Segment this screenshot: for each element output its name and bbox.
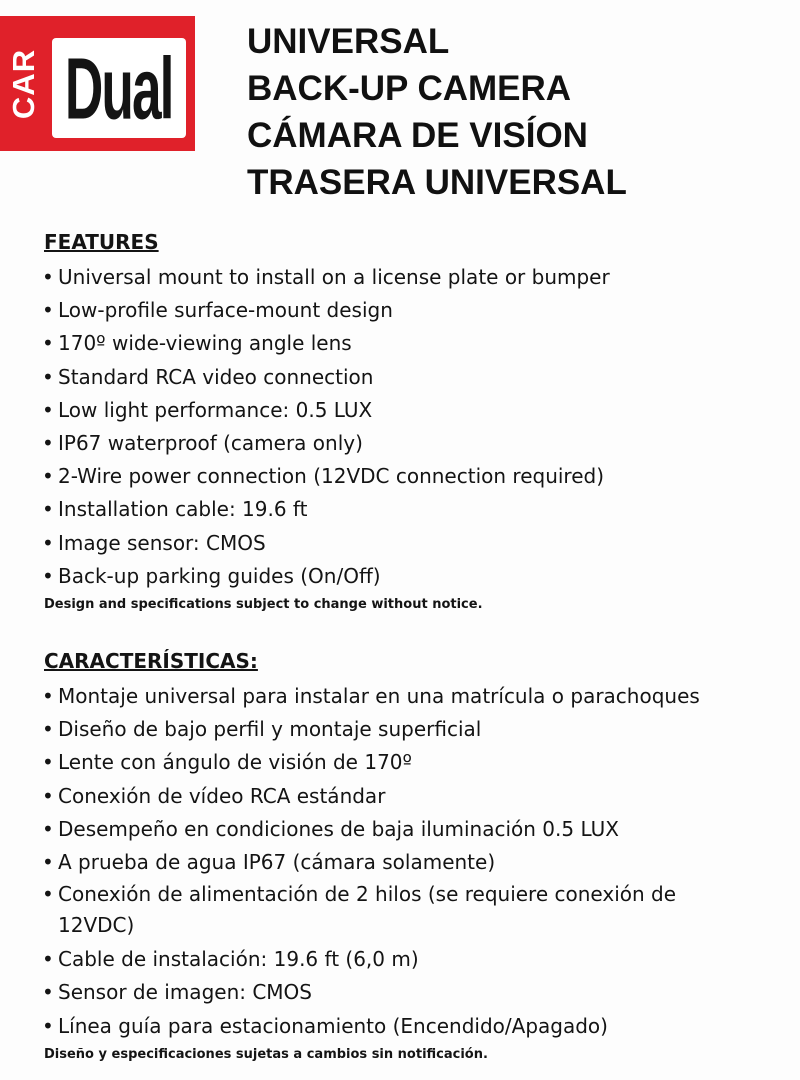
list-item: • Universal mount to install on a license plate or bumper xyxy=(36,261,796,294)
title-es-line-1: CÁMARA DE VISÍON xyxy=(247,116,588,155)
title-es-line-2: TRASERA UNIVERSAL xyxy=(247,163,627,202)
list-item: • A prueba de agua IP67 (cámara solamente) xyxy=(36,846,796,879)
logo-dual-badge xyxy=(52,38,186,138)
features-en-heading: FEATURES xyxy=(44,230,159,254)
features-es-section xyxy=(36,648,796,1062)
title-en-line-2: BACK-UP CAMERA xyxy=(247,69,572,108)
features-es-heading: CARACTERÍSTICAS: xyxy=(44,649,258,673)
list-item: • Low-profile surface-mount design xyxy=(36,294,796,327)
list-item: • Montaje universal para instalar en una matrícula o parachoques xyxy=(36,680,796,713)
list-item: • 2-Wire power connection (12VDC connection required) xyxy=(36,460,796,493)
title-en-line-1: UNIVERSAL xyxy=(247,22,450,61)
list-item: • Diseño de bajo perfil y montaje superficial xyxy=(36,713,796,746)
list-item: • Conexión de alimentación de 2 hilos (se requiere conexión de 12VDC) xyxy=(36,879,758,943)
list-item: • Sensor de imagen: CMOS xyxy=(36,976,796,1009)
logo-dual-text: Dual xyxy=(65,39,173,137)
list-item: • 170º wide-viewing angle lens xyxy=(36,327,796,360)
list-item: • IP67 waterproof (camera only) xyxy=(36,427,796,460)
list-item: • Lente con ángulo de visión de 170º xyxy=(36,746,796,779)
features-en-section xyxy=(36,229,796,612)
list-item: • Línea guía para estacionamiento (Encendido/Apagado) xyxy=(36,1010,796,1043)
list-item: • Low light performance: 0.5 LUX xyxy=(36,394,796,427)
features-es-disclaimer: Diseño y especificaciones sujetas a cambios sin notificación. xyxy=(44,1046,488,1062)
car-dual-logo xyxy=(0,16,195,151)
product-title xyxy=(247,18,787,206)
features-es-list xyxy=(36,680,796,1043)
list-item: • Back-up parking guides (On/Off) xyxy=(36,560,796,593)
logo-car-text: CAR xyxy=(6,48,41,120)
features-en-list xyxy=(36,261,796,593)
list-item: • Installation cable: 19.6 ft xyxy=(36,493,796,526)
list-item: • Image sensor: CMOS xyxy=(36,527,796,560)
list-item: • Conexión de vídeo RCA estándar xyxy=(36,780,796,813)
list-item: • Standard RCA video connection xyxy=(36,361,796,394)
features-en-disclaimer: Design and specifications subject to change without notice. xyxy=(44,597,483,613)
list-item: • Desempeño en condiciones de baja iluminación 0.5 LUX xyxy=(36,813,796,846)
list-item: • Cable de instalación: 19.6 ft (6,0 m) xyxy=(36,943,796,976)
